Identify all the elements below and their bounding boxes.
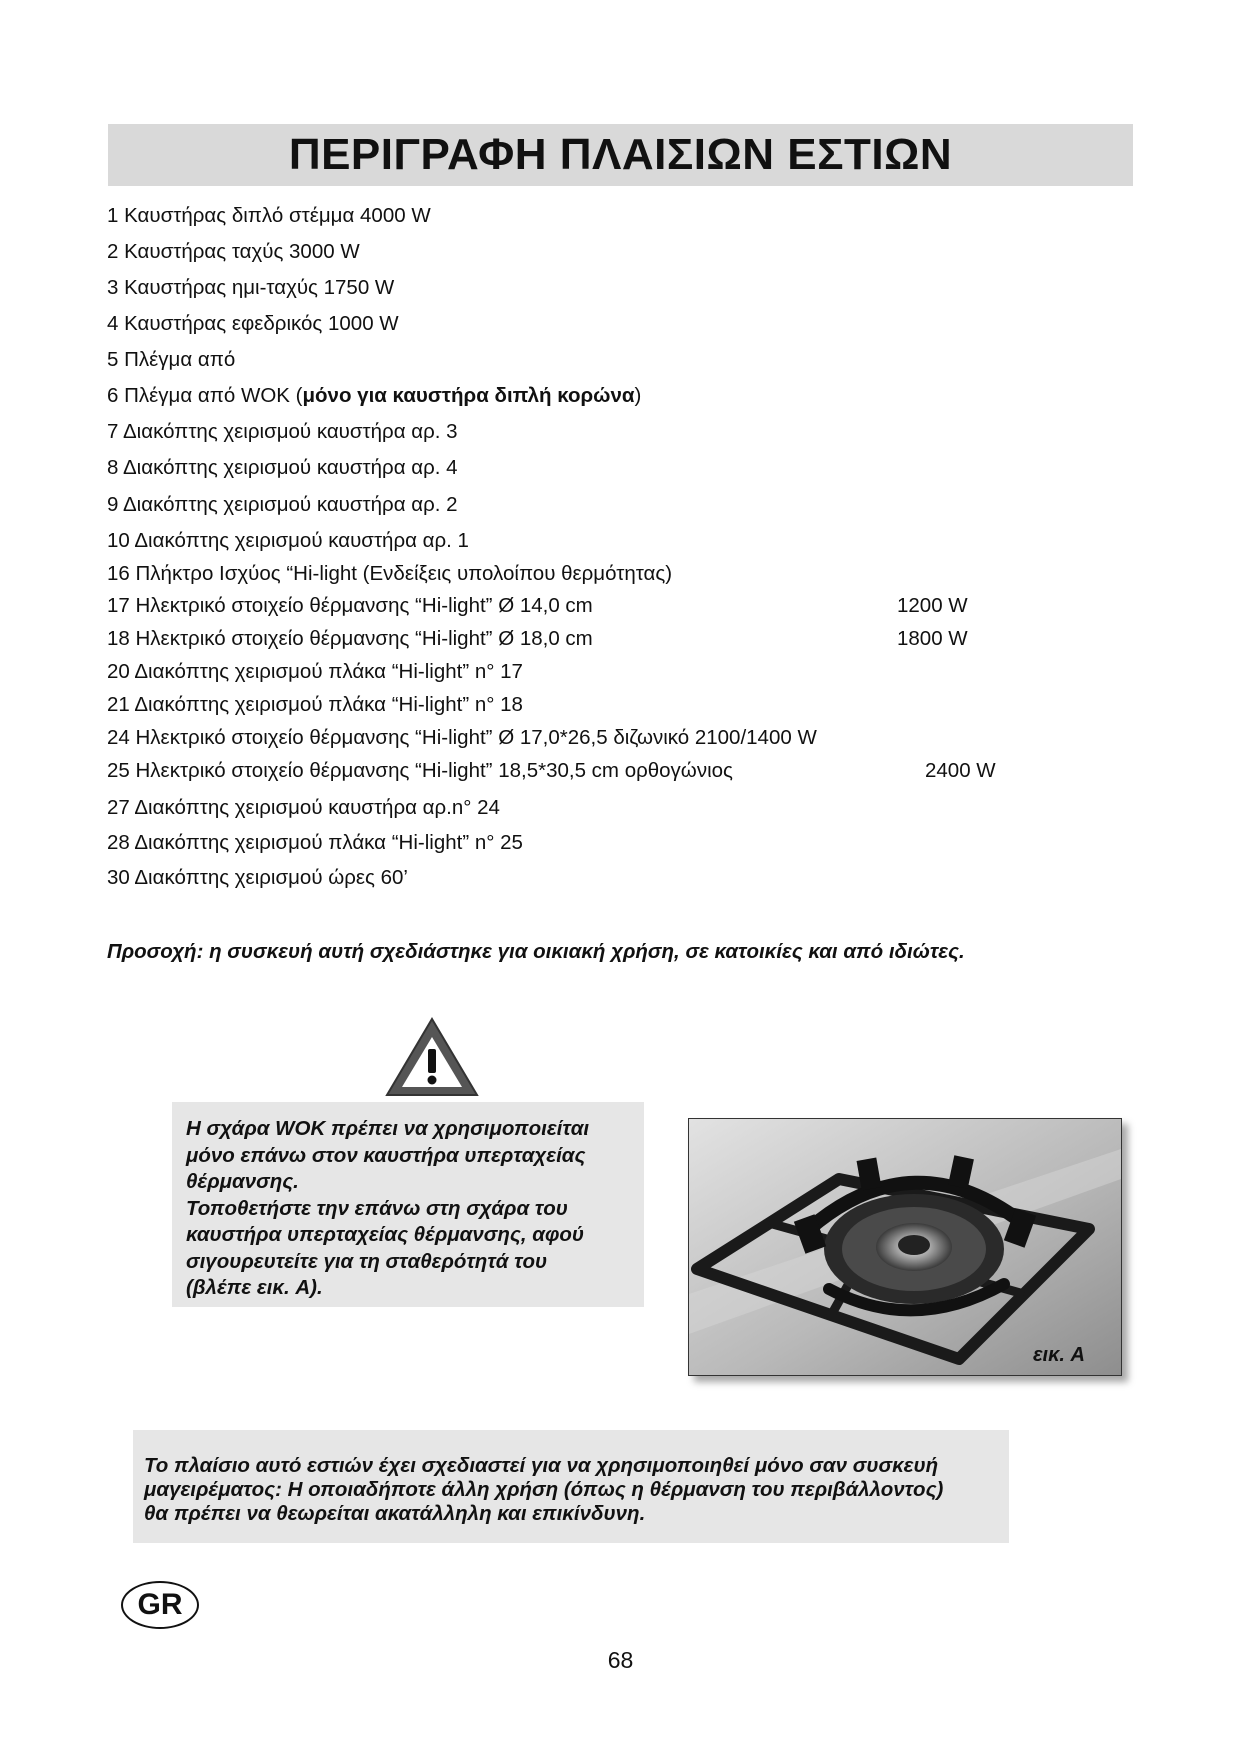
power-value: 1200 W [897,594,968,617]
list-item: 30 Διακόπτης χειρισμού ώρες 60’ [107,866,408,889]
list-item: 16 Πλήκτρο Ισχύος “Hi-light (Ενδείξεις υπολοίπου θερμότητας) [107,562,673,585]
page-title: ΠΕΡΙΓΡΑΦΗ ΠΛΑΙΣΙΩΝ ΕΣΤΙΩΝ [288,130,953,179]
list-item: 2 Καυστήρας ταχύς 3000 W [107,240,360,263]
list-item: 27 Διακόπτης χειρισμού καυστήρα αρ.n° 24 [107,796,500,819]
list-item: 3 Καυστήρας ημι-ταχύς 1750 W [107,276,395,299]
wok-burner-figure [688,1118,1122,1376]
list-item: 21 Διακόπτης χειρισμού πλάκα “Hi-light” n° 18 [107,693,523,716]
wok-note-line: θέρμανσης. [186,1170,299,1193]
list-item: 8 Διακόπτης χειρισμού καυστήρα αρ. 4 [107,456,458,479]
household-use-warning: Προσοχή: η συσκευή αυτή σχεδιάστηκε για οικιακή χρήση, σε κατοικίες και από ιδιώτες. [107,940,965,963]
warning-triangle-icon [384,1015,480,1099]
list-item: 28 Διακόπτης χειρισμού πλάκα “Hi-light” n° 25 [107,831,523,854]
bold-note: μόνο για καυστήρα διπλή κορώνα [302,384,635,407]
list-item: 10 Διακόπτης χειρισμού καυστήρα αρ. 1 [107,529,469,552]
wok-note-line: Τοποθετήστε την επάνω στη σχάρα του [186,1196,568,1220]
page-number: 68 [607,1647,634,1673]
wok-burner-illustration [689,1119,1121,1375]
list-item: 1 Καυστήρας διπλό στέμμα 4000 W [107,204,431,227]
list-item: 4 Καυστήρας εφεδρικός 1000 W [107,312,399,335]
list-item: 5 Πλέγμα από [107,348,236,371]
list-item: 17 Ηλεκτρικό στοιχείο θέρμανσης “Hi-light” Ø 14,0 cm 1200 W [107,594,968,617]
usage-note-box [133,1430,1009,1543]
usage-note-line: Το πλαίσιο αυτό εστιών έχει σχεδιαστεί για να χρησιμοποιηθεί μόνο σαν συσκευή [144,1454,939,1477]
wok-note-line: (βλέπε εικ. A). [186,1276,323,1299]
wok-note-line: μόνο επάνω στον καυστήρα υπερταχείας [186,1143,586,1167]
usage-note-line: μαγειρέματος: Η οποιαδήποτε άλλη χρήση (όπως η θέρμανση του περιβάλλοντος) [144,1478,944,1501]
country-badge: GR [121,1581,199,1629]
wok-instruction-box [172,1102,644,1307]
list-item: 24 Ηλεκτρικό στοιχείο θέρμανσης “Hi-light” Ø 17,0*26,5 διζωνικό 2100/1400 W [107,726,817,749]
list-item: 18 Ηλεκτρικό στοιχείο θέρμανσης “Hi-light” Ø 18,0 cm 1800 W [107,627,968,650]
wok-note-line: Η σχάρα WOK πρέπει να χρησιμοποιείται [186,1117,590,1140]
figure-caption: εικ. A [1032,1344,1085,1366]
list-item: 9 Διακόπτης χειρισμού καυστήρα αρ. 2 [107,493,458,516]
list-item: 6 Πλέγμα από WOK (μόνο για καυστήρα διπλή κορώνα) [107,384,642,407]
list-item: 20 Διακόπτης χειρισμού πλάκα “Hi-light” n° 17 [107,660,523,683]
power-value: 2400 W [925,759,996,782]
usage-note-line: θα πρέπει να θεωρείται ακατάλληλη και επικίνδυνη. [144,1502,646,1525]
wok-note-line: καυστήρα υπερταχείας θέρμανσης, αφού [186,1223,585,1246]
list-item: 7 Διακόπτης χειρισμού καυστήρα αρ. 3 [107,420,458,443]
list-item: 25 Ηλεκτρικό στοιχείο θέρμανσης “Hi-light” 18,5*30,5 cm ορθογώνιος 2400 W [107,759,996,782]
title-bar [108,124,1133,186]
wok-note-line: σιγουρευτείτε για τη σταθερότητά του [186,1249,548,1273]
power-value: 1800 W [897,627,968,650]
